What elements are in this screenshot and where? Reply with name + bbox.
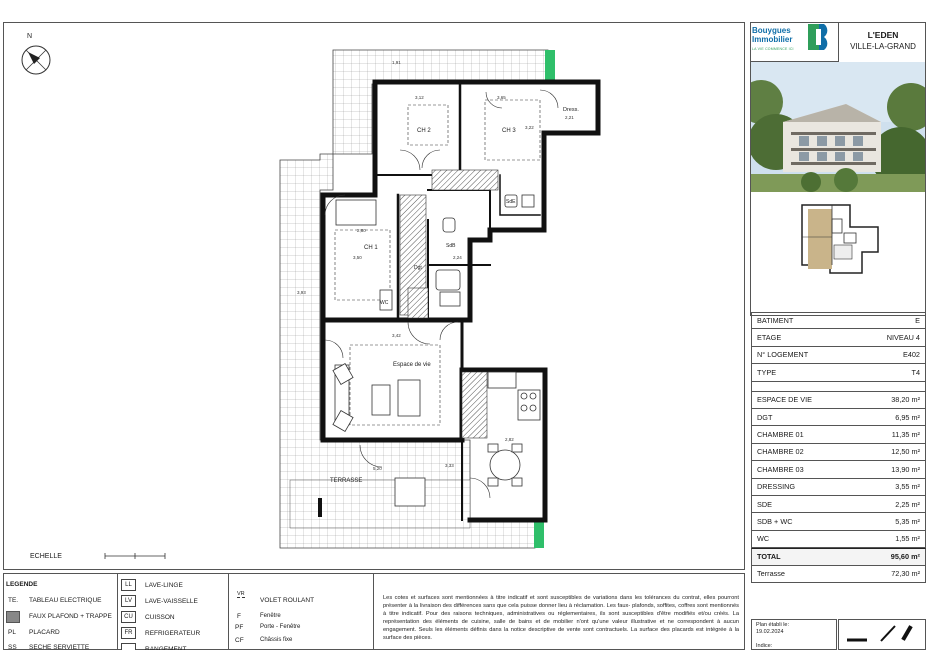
legend-divider bbox=[228, 573, 229, 650]
legend-item: LAVE-LINGE bbox=[145, 582, 183, 589]
legend-code: PL bbox=[8, 629, 16, 636]
info-label: N° LOGEMENT bbox=[757, 350, 809, 360]
green-marker-bottom bbox=[534, 520, 544, 548]
legend-item: CUISSON bbox=[145, 614, 175, 621]
info-row-total bbox=[751, 548, 926, 565]
legend-code-box bbox=[121, 643, 136, 650]
dim-label: 3,93 bbox=[297, 290, 306, 295]
dim-label: 3,22 bbox=[525, 125, 534, 130]
room-label-sdb: SdB bbox=[446, 243, 456, 249]
room-label-dressing: Dress. bbox=[563, 107, 579, 113]
programme-city: VILLE-LA-GRAND bbox=[850, 42, 916, 51]
legend-item: Porte - Fenêtre bbox=[260, 624, 301, 630]
dim-label: 2,82 bbox=[505, 437, 514, 442]
info-row-spacer bbox=[751, 382, 926, 392]
dim-label: 2,21 bbox=[565, 115, 574, 120]
legend-code: CF bbox=[235, 637, 244, 644]
info-row-sde bbox=[751, 496, 926, 513]
info-value: 6,95 m² bbox=[895, 412, 920, 422]
north-label: N bbox=[27, 33, 33, 40]
info-value: 12,50 m² bbox=[891, 447, 920, 457]
info-label: ESPACE DE VIE bbox=[757, 395, 813, 405]
legend-code: VR bbox=[237, 591, 245, 597]
info-row-espace-de-vie bbox=[751, 392, 926, 409]
info-label: CHAMBRE 03 bbox=[757, 464, 804, 474]
legend-item: LAVE-VAISSELLE bbox=[145, 598, 198, 605]
info-label: CHAMBRE 02 bbox=[757, 447, 804, 457]
info-value: T4 bbox=[911, 367, 920, 377]
info-label: BATIMENT bbox=[757, 316, 794, 326]
plan-indice-label: Indice: bbox=[756, 643, 773, 649]
disclaimer-text: Les cotes et surfaces sont mentionnées à titre indicatif et sont susceptibles de variations dans les tolérances du contrat, elles pourront présenter à la livraison des différences sans que cela puisse donner lieu à réclamation. Les faux- plafonds, soffites, coffres sont mentionnés à titre indicatif. Pour des raisons techniques, administratives ou réglementaires, ils sont susceptibles d'être modifiés et/ou créés. La représentation des éléments de cuisine, salle de bains et de mobilier n'ont qu'une valeur illustrative et ne correspondent à aucun engagement. Seuls les éléments définis dans la notice descriptive de vente sont contractuels. La surface des placards est intégrée à la surface des pièces. bbox=[383, 595, 739, 642]
info-row-type bbox=[751, 364, 926, 381]
legend-title: LEGENDE bbox=[6, 581, 38, 588]
room-label-dgt: Dgt bbox=[414, 265, 422, 271]
legend-code-box: LV bbox=[121, 595, 136, 607]
legend-code-box: FR bbox=[121, 627, 136, 639]
info-label: DGT bbox=[757, 412, 773, 422]
north-arrow-icon bbox=[22, 46, 50, 74]
pencil-edit-icon bbox=[845, 622, 920, 644]
legend-code: PF bbox=[235, 624, 244, 631]
info-row-dgt bbox=[751, 409, 926, 426]
legend-code: SS bbox=[8, 644, 17, 650]
legend-item: RANGEMENT bbox=[145, 646, 187, 650]
plan-date-label: Plan établi le: bbox=[756, 622, 790, 628]
info-row-terrasse bbox=[751, 566, 926, 583]
scale-bar bbox=[105, 553, 165, 559]
dim-label: 2,24 bbox=[453, 255, 462, 260]
info-value: 2,25 m² bbox=[895, 499, 920, 509]
room-label-terrasse: TERRASSE bbox=[330, 478, 363, 484]
info-value: 5,35 m² bbox=[895, 517, 920, 527]
info-value: 3,55 m² bbox=[895, 482, 920, 492]
legend-code: F bbox=[237, 613, 241, 620]
info-value: 38,20 m² bbox=[891, 395, 920, 405]
room-label-ch1: CH 1 bbox=[364, 245, 378, 251]
legend-item: TABLEAU ELECTRIQUE bbox=[29, 597, 102, 604]
info-row-sdb-wc bbox=[751, 513, 926, 530]
legend-item: REFRIGERATEUR bbox=[145, 630, 201, 637]
info-value: 13,90 m² bbox=[891, 464, 920, 474]
info-row-chambre-01 bbox=[751, 426, 926, 443]
room-label-wc: WC bbox=[380, 300, 389, 306]
dim-label: 3,33 bbox=[445, 463, 454, 468]
key-plan bbox=[790, 197, 890, 277]
legend-item: Châssis fixe bbox=[260, 637, 293, 643]
dim-label: 1,91 bbox=[392, 60, 401, 65]
info-label: TYPE bbox=[757, 367, 777, 377]
info-row-chambre-02 bbox=[751, 444, 926, 461]
info-value: 95,60 m² bbox=[890, 552, 920, 562]
info-row-batiment bbox=[751, 312, 926, 329]
green-marker-top bbox=[545, 50, 555, 84]
info-value: 72,30 m² bbox=[891, 569, 920, 579]
room-label-ch2: CH 2 bbox=[417, 128, 431, 134]
building-render-image bbox=[751, 62, 925, 192]
brand-name-line2: Immobilier bbox=[752, 34, 793, 44]
info-row-logement bbox=[751, 347, 926, 364]
info-value: NIVEAU 4 bbox=[886, 333, 920, 343]
brand-tagline: LA VIE COMMENCE ICI bbox=[752, 47, 794, 51]
legend-item: SECHE SERVIETTE bbox=[29, 644, 90, 650]
info-label: WC bbox=[757, 534, 770, 544]
legend-item: FAUX PLAFOND + TRAPPE bbox=[29, 613, 112, 620]
dim-label: 2,80 bbox=[357, 228, 366, 233]
legend-code: TE. bbox=[8, 597, 19, 604]
brand-logo-icon bbox=[808, 24, 832, 50]
room-label-espace: Espace de vie bbox=[393, 362, 431, 368]
brand-name bbox=[752, 27, 792, 44]
info-label: SDE bbox=[757, 499, 773, 509]
programme-title: L'EDEN bbox=[867, 30, 899, 40]
legend-divider bbox=[373, 573, 374, 650]
info-label: ETAGE bbox=[757, 333, 782, 343]
info-row-dressing bbox=[751, 479, 926, 496]
legend-code-box: LL bbox=[121, 579, 136, 591]
legend-code-box: CU bbox=[121, 611, 136, 623]
plan-date bbox=[756, 622, 789, 636]
info-row-chambre-03 bbox=[751, 461, 926, 478]
dim-label: 3,12 bbox=[415, 95, 424, 100]
info-value: E bbox=[915, 316, 920, 326]
legend-item: VOLET ROULANT bbox=[260, 597, 315, 604]
dim-label: 3,50 bbox=[353, 255, 362, 260]
info-value: 11,35 m² bbox=[891, 430, 920, 440]
room-label-sde: SdE bbox=[506, 199, 516, 205]
scale-label: ECHELLE bbox=[30, 553, 62, 560]
info-label: CHAMBRE 01 bbox=[757, 430, 804, 440]
info-row-wc bbox=[751, 531, 926, 548]
info-value: E402 bbox=[902, 350, 920, 360]
dim-label: 3,42 bbox=[392, 333, 401, 338]
info-label: TOTAL bbox=[757, 552, 781, 562]
info-label: SDB + WC bbox=[757, 517, 793, 527]
dim-label: 5,20 bbox=[373, 466, 382, 471]
info-label: DRESSING bbox=[757, 482, 796, 492]
info-value: 1,55 m² bbox=[895, 534, 920, 544]
plan-date-value: 19.02.2024 bbox=[756, 629, 784, 635]
faux-plafond-swatch bbox=[6, 611, 20, 623]
info-row-etage bbox=[751, 329, 926, 346]
legend-item: Fenêtre bbox=[260, 613, 281, 619]
legend-divider bbox=[117, 573, 118, 650]
dim-label: 3,65 bbox=[497, 95, 506, 100]
info-label: Terrasse bbox=[757, 569, 785, 579]
brand-name-line1: Bouygues bbox=[752, 26, 791, 35]
legend-item: PLACARD bbox=[29, 629, 60, 636]
room-label-ch3: CH 3 bbox=[502, 128, 516, 134]
